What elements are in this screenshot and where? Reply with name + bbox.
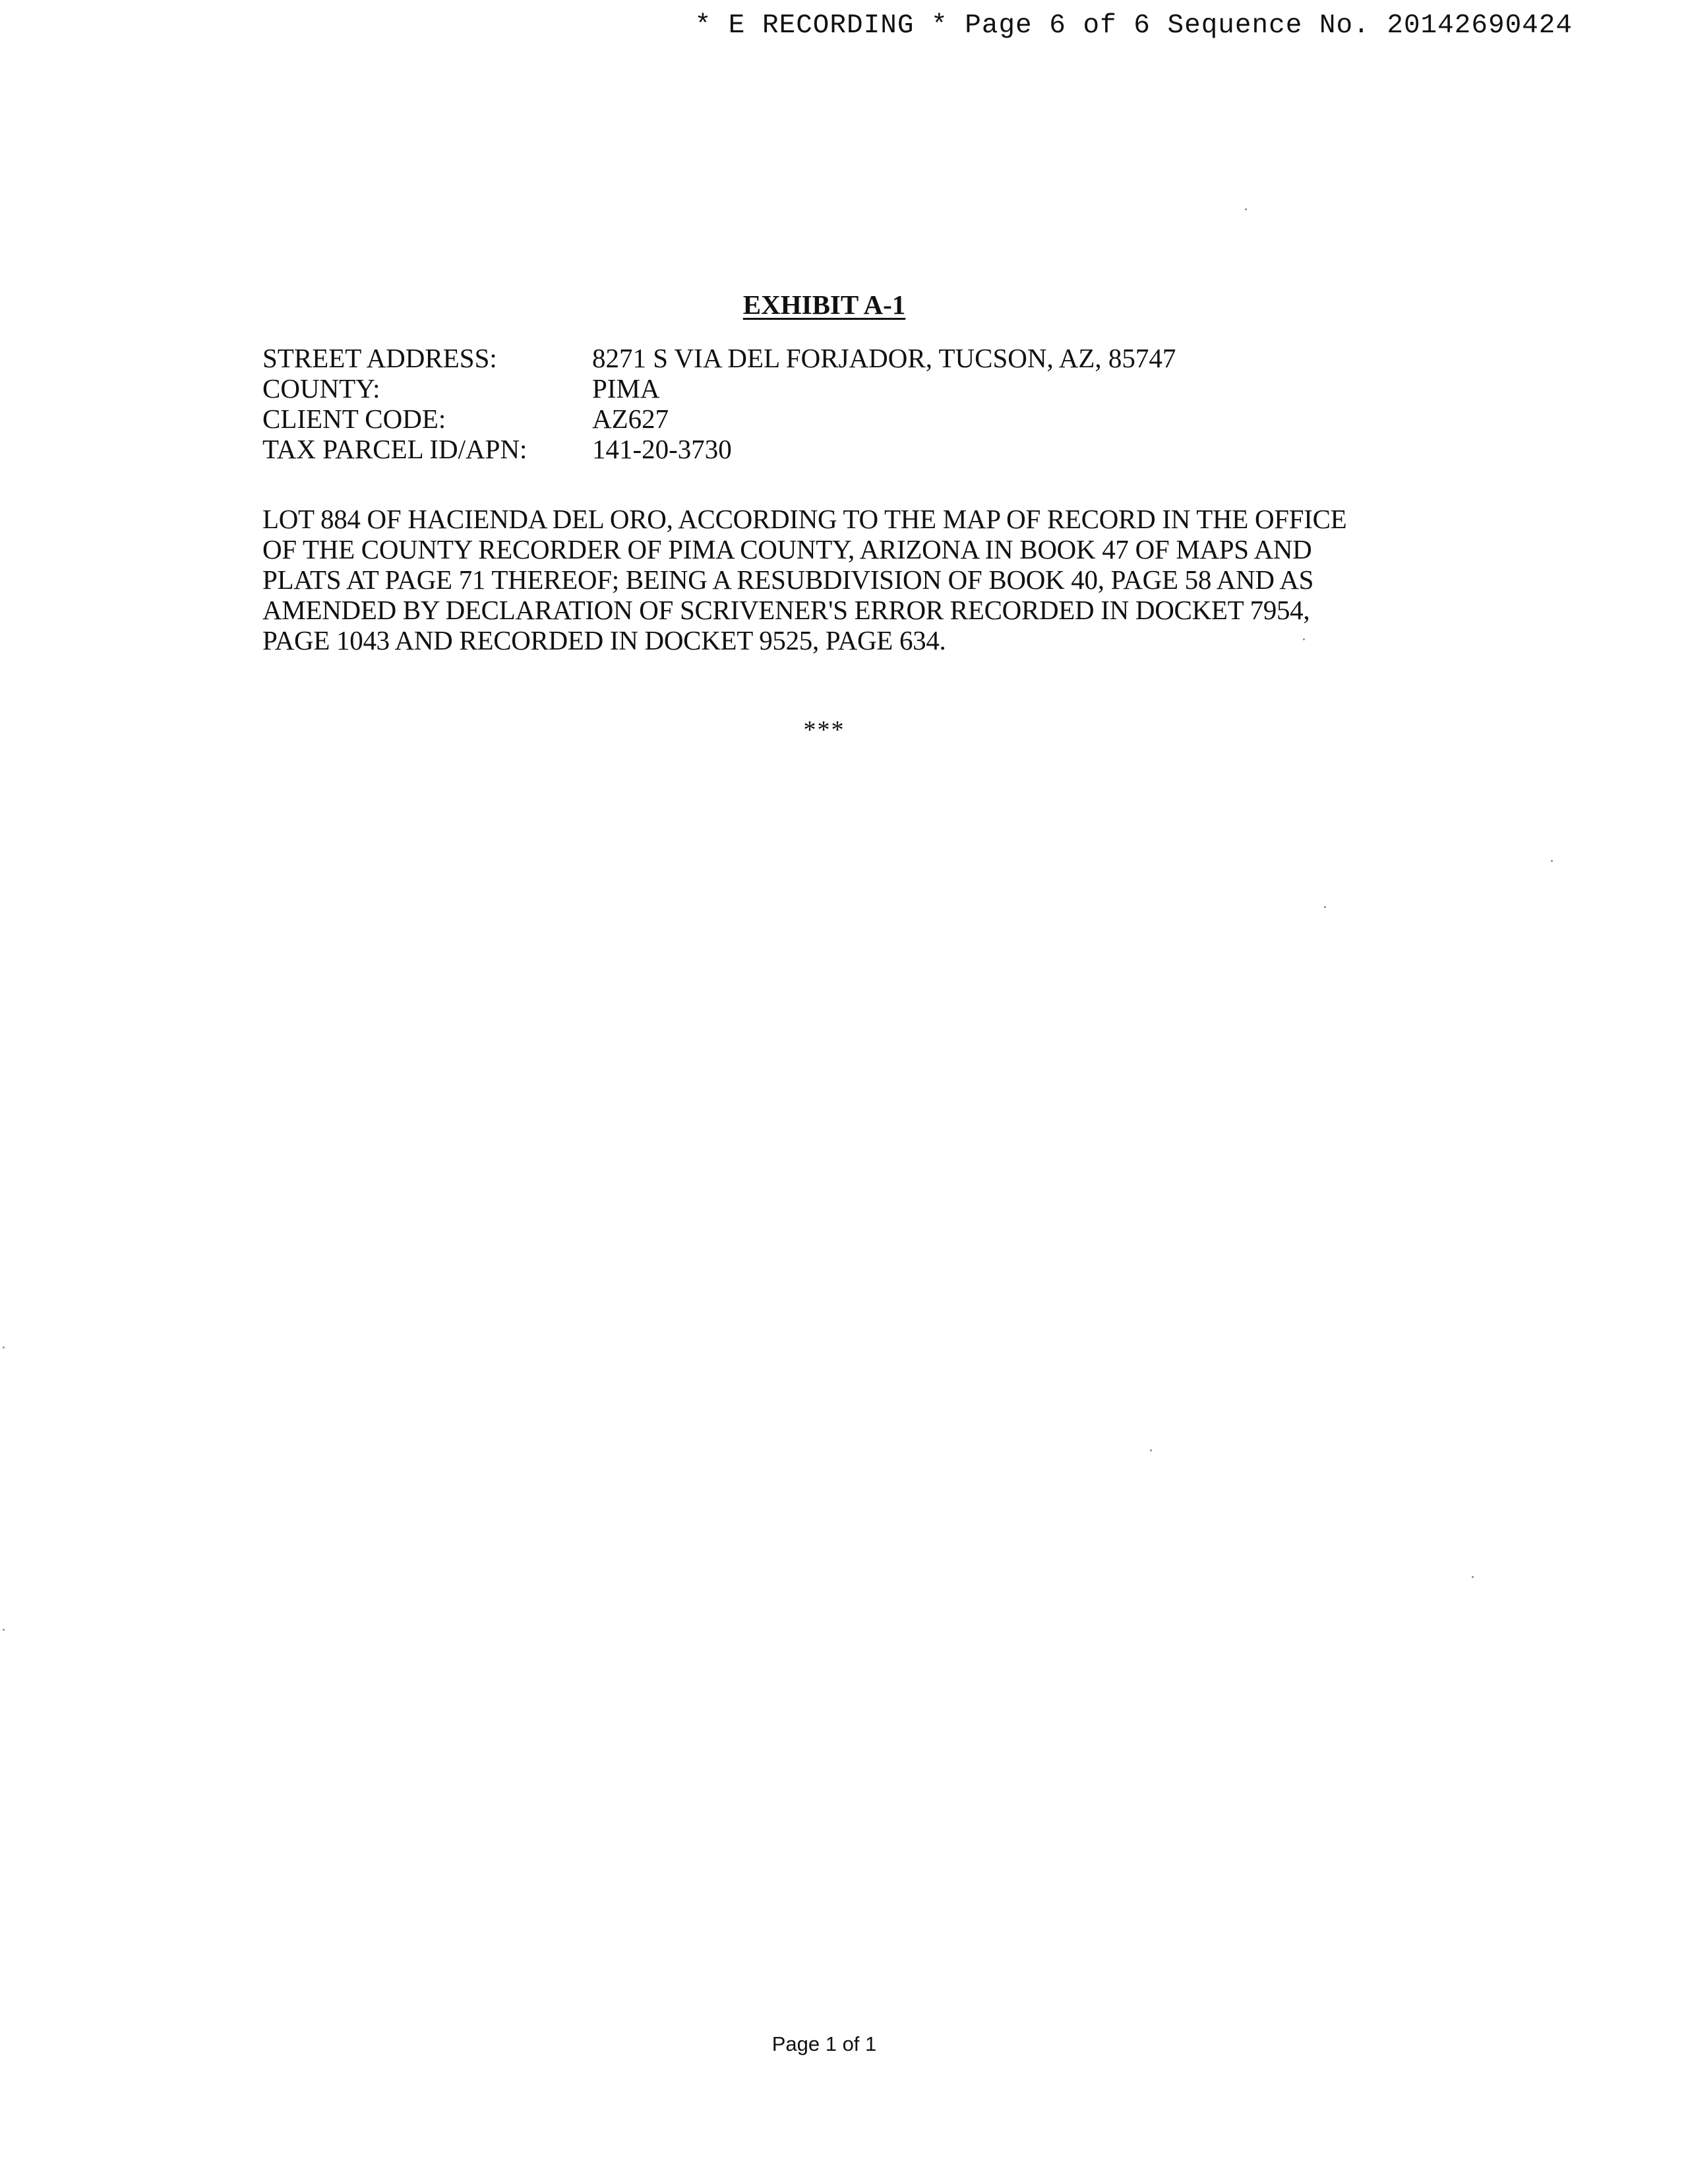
legal-description (262, 504, 1397, 655)
scan-speck (3, 1629, 5, 1631)
legal-description-line: PAGE 1043 AND RECORDED IN DOCKET 9525, PAGE 634. (262, 625, 946, 655)
scan-speck (1245, 208, 1247, 210)
tax-parcel-row (262, 434, 1176, 464)
legal-description-line: LOT 884 OF HACIENDA DEL ORO, ACCORDING TO THE MAP OF RECORD IN THE OFFICE (262, 504, 1347, 534)
client-code-row (262, 404, 1176, 434)
recording-header: * E RECORDING * Page 6 of 6 Sequence No. 20142690424 (694, 11, 1573, 41)
end-of-exhibit-marks: *** (803, 716, 845, 744)
tax-parcel-label: TAX PARCEL ID/APN: (262, 434, 528, 464)
tax-parcel-value: 141-20-3730 (592, 434, 732, 464)
street-address-value: 8271 S VIA DEL FORJADOR, TUCSON, AZ, 85747 (592, 343, 1176, 373)
scan-speck (3, 1347, 5, 1349)
legal-description-line: AMENDED BY DECLARATION OF SCRIVENER'S ERROR RECORDED IN DOCKET 7954, (262, 595, 1310, 625)
county-row (262, 373, 1176, 404)
legal-description-line: OF THE COUNTY RECORDER OF PIMA COUNTY, ARIZONA IN BOOK 47 OF MAPS AND (262, 534, 1312, 564)
street-address-label: STREET ADDRESS: (262, 343, 497, 373)
scan-speck (1150, 1449, 1152, 1451)
scan-speck (1472, 1576, 1474, 1578)
client-code-label: CLIENT CODE: (262, 404, 446, 434)
property-info-table (262, 343, 1176, 464)
legal-description-line: PLATS AT PAGE 71 THEREOF; BEING A RESUBDIVISION OF BOOK 40, PAGE 58 AND AS (262, 564, 1314, 595)
scan-speck (1324, 906, 1326, 908)
page-number-footer: Page 1 of 1 (771, 2032, 877, 2055)
county-label: COUNTY: (262, 373, 380, 404)
client-code-value: AZ627 (592, 404, 669, 434)
street-address-row (262, 343, 1176, 373)
county-value: PIMA (592, 373, 660, 404)
scan-speck (1551, 860, 1553, 862)
exhibit-title: EXHIBIT A-1 (742, 289, 906, 320)
scan-speck (1303, 638, 1305, 640)
